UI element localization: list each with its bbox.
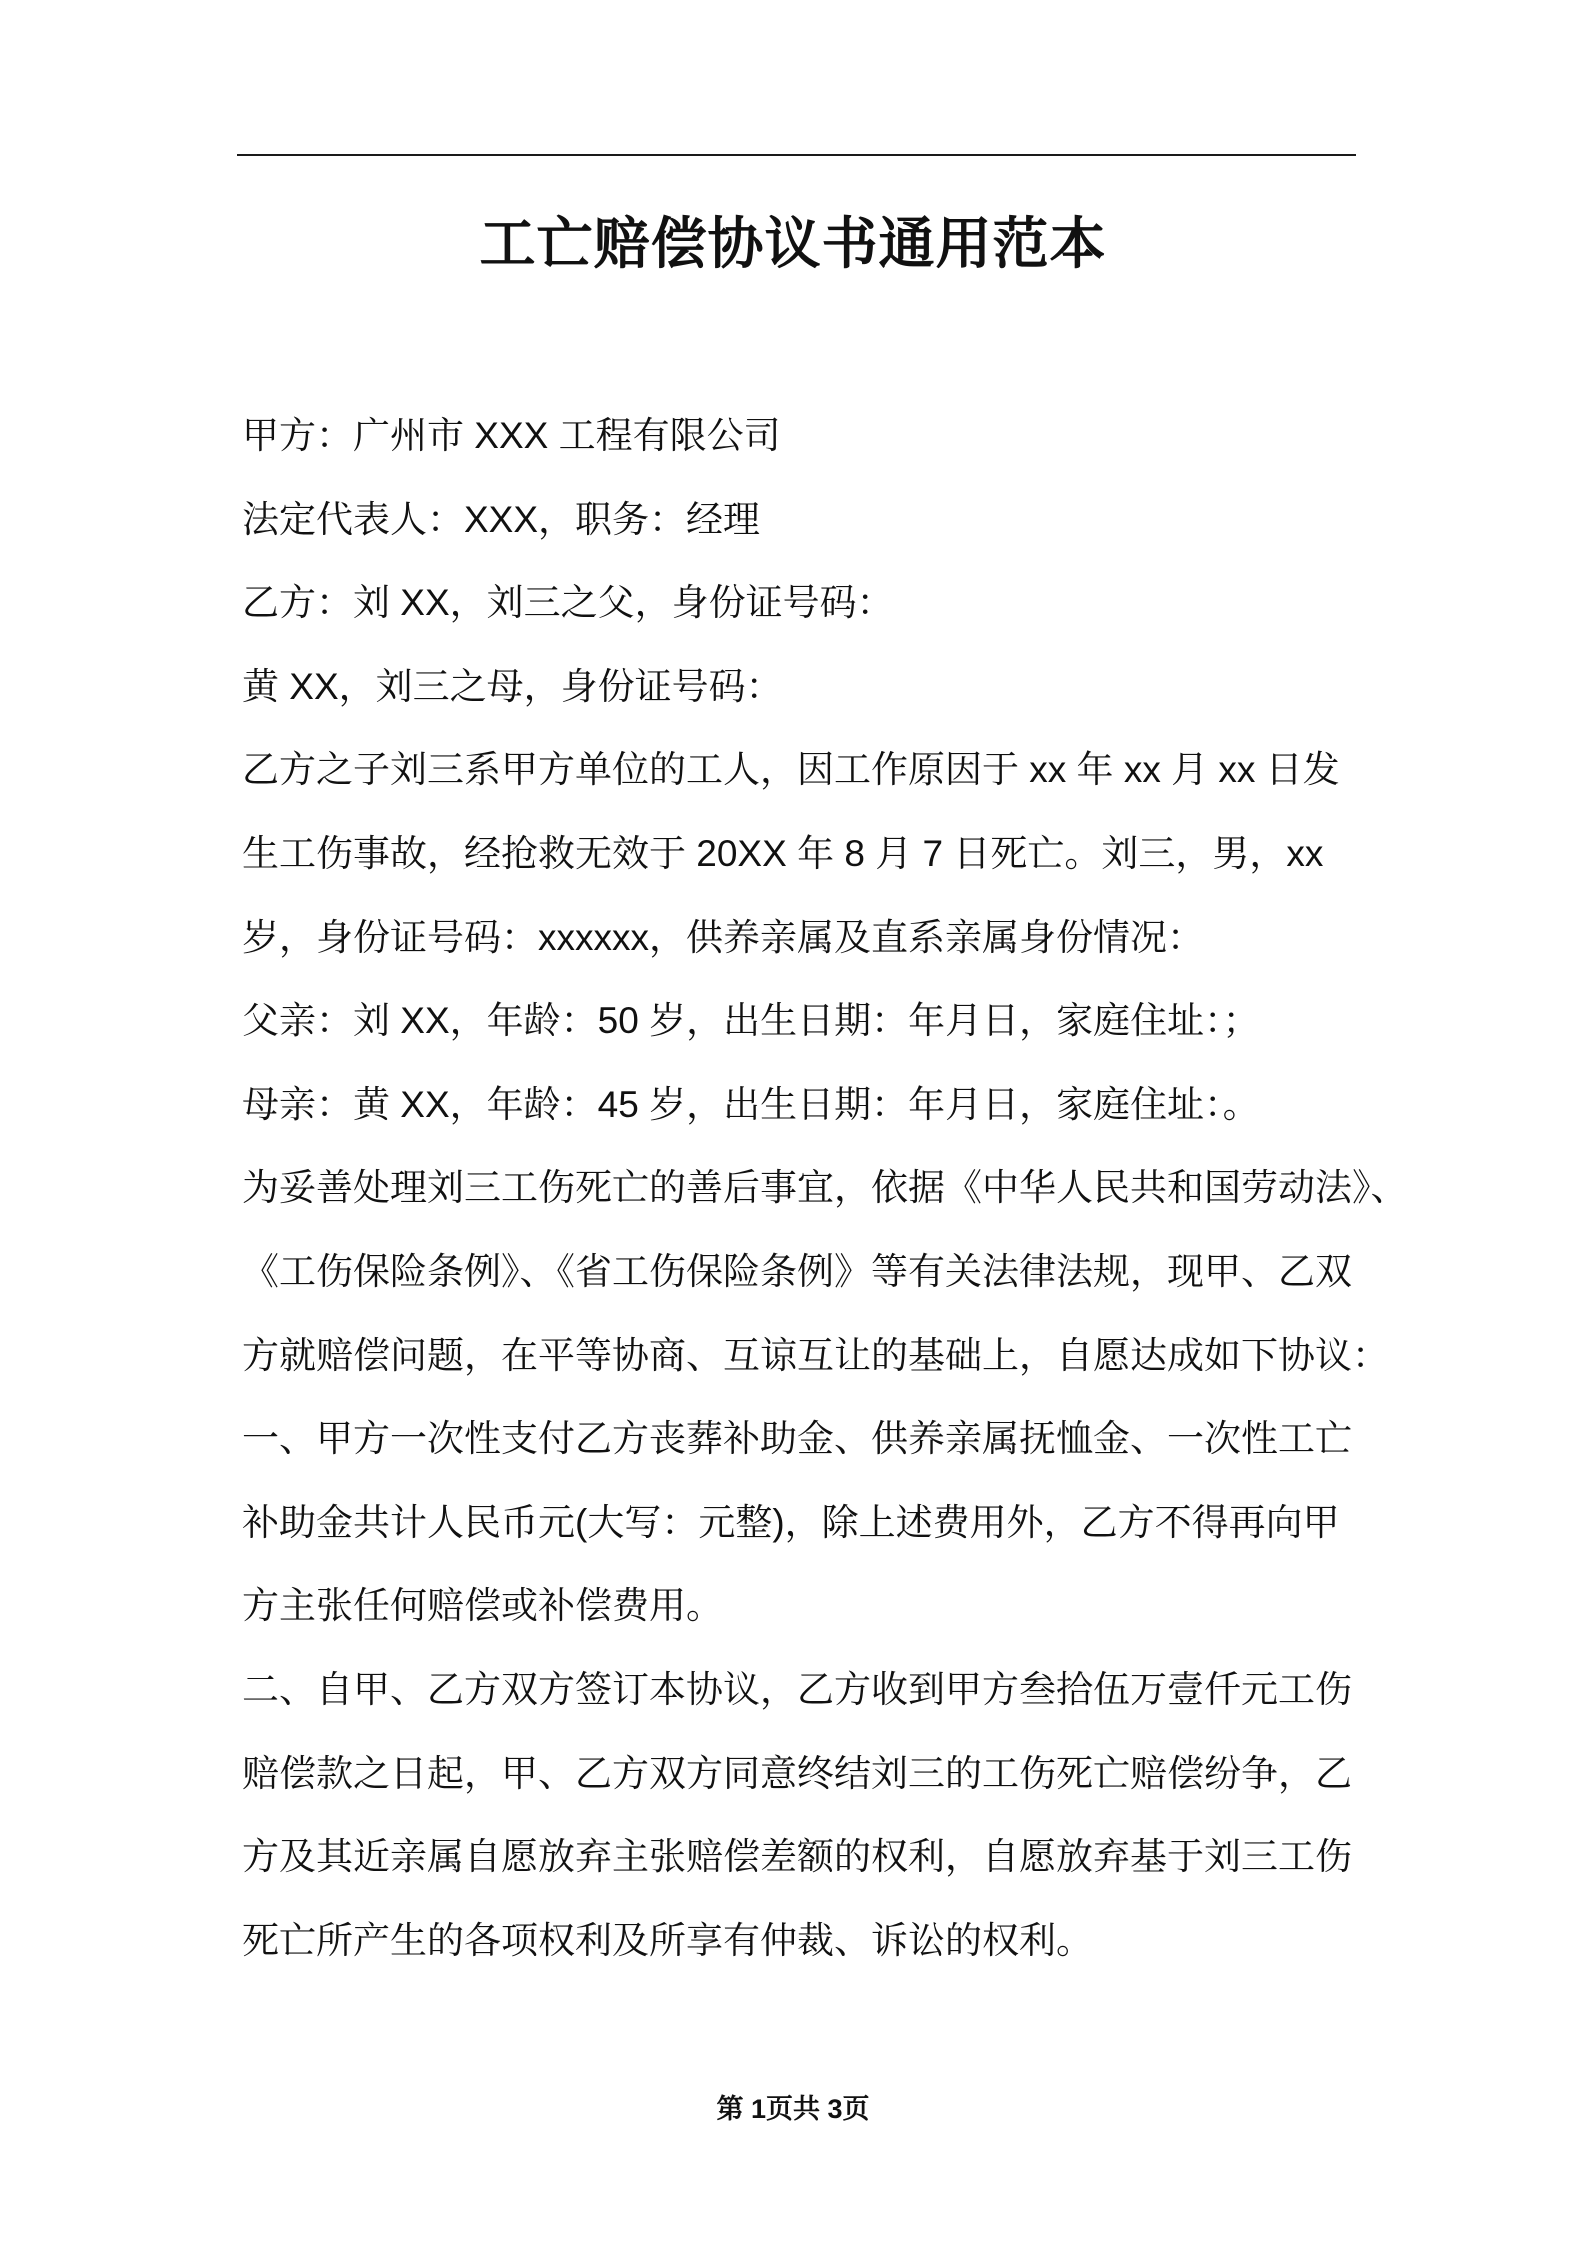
text-line: 生工伤事故，经抢救无效于 20XX 年 8 月 7 日死亡。刘三，男，xx xyxy=(242,832,1324,874)
clause-two-line: 方及其近亲属自愿放弃主张赔偿差额的权利，自愿放弃基于刘三工伤 xyxy=(242,1836,1352,1878)
clause-two-line: 赔偿款之日起，甲、乙方双方同意终结刘三的工伤死亡赔偿纷争，乙 xyxy=(242,1752,1352,1794)
party-a-line: 甲方：广州市 XXX 工程有限公司 xyxy=(242,415,781,456)
clause-one-line: 补助金共计人民币元(大写：元整)，除上述费用外，乙方不得再向甲 xyxy=(242,1501,1340,1543)
party-b-father-line: 乙方：刘 XX，刘三之父，身份证号码： xyxy=(242,582,894,624)
document-body xyxy=(242,394,1542,1982)
clause-two-line: 二、自甲、乙方双方签订本协议，乙方收到甲方叁拾伍万壹仟元工伤 xyxy=(242,1668,1352,1710)
text-line: 方就赔偿问题，在平等协商、互谅互让的基础上，自愿达成如下协议： xyxy=(242,1334,1389,1376)
clause-one-line: 方主张任何赔偿或补偿费用。 xyxy=(242,1585,723,1627)
father-info-line: 父亲：刘 XX，年龄：50 岁，出生日期：年月日，家庭住址：； xyxy=(242,1000,1260,1042)
header-rule xyxy=(237,154,1356,156)
document-title: 工亡赔偿协议书通用范本 xyxy=(479,212,1107,275)
text-line: 乙方之子刘三系甲方单位的工人，因工作原因于 xx 年 xx 月 xx 日发 xyxy=(242,749,1340,791)
text-line: 岁，身份证号码：xxxxxx，供养亲属及直系亲属身份情况： xyxy=(242,916,1204,958)
clause-one-line: 一、甲方一次性支付乙方丧葬补助金、供养亲属抚恤金、一次性工亡 xyxy=(242,1418,1352,1460)
text-line: 为妥善处理刘三工伤死亡的善后事宜，依据《中华人民共和国劳动法》、 xyxy=(242,1167,1408,1209)
mother-info-line: 母亲：黄 XX，年龄：45 岁，出生日期：年月日，家庭住址：。 xyxy=(242,1083,1260,1125)
page-number-footer: 第 1页共 3页 xyxy=(716,2094,870,2124)
clause-two-line: 死亡所产生的各项权利及所享有仲裁、诉讼的权利。 xyxy=(242,1919,1093,1961)
party-b-mother-line: 黄 XX，刘三之母，身份证号码： xyxy=(242,665,783,707)
legal-representative-line: 法定代表人：XXX，职务：经理 xyxy=(242,498,761,540)
text-line: 《工伤保险条例》、《省工伤保险条例》等有关法律法规，现甲、乙双 xyxy=(242,1250,1352,1292)
